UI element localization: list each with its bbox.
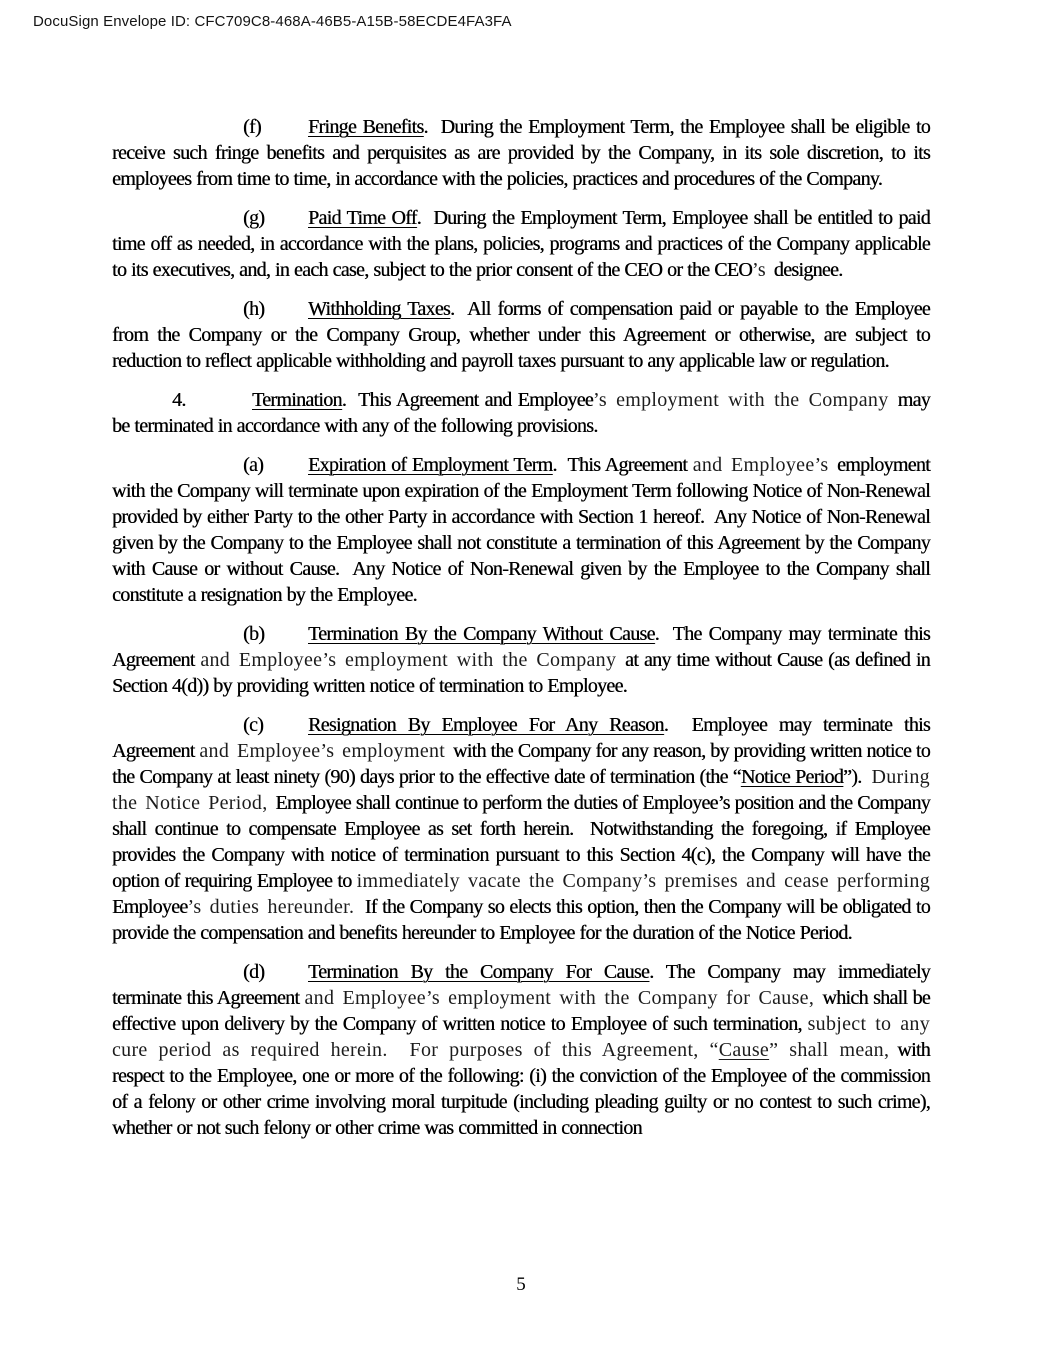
- text-run: may be terminated in accordance with any of the following provisions.: [112, 389, 930, 437]
- text-run: and Employee’s employment with the Company for Cause,: [304, 987, 823, 1009]
- text-run: ’s duties hereunder.: [187, 896, 355, 918]
- paragraph: [112, 452, 930, 608]
- paragraph: [112, 387, 930, 439]
- text-run: and Employee’s employment with the Company: [200, 649, 626, 671]
- text-run: If the Company so elects this option, then the Company will be obligated to provide the compensation and benefits hereunder to Employee for the duration of the Notice Period.: [112, 896, 930, 944]
- docusign-envelope-id: DocuSign Envelope ID: CFC709C8-468A-46B5-A15B-58ECDE4FA3FA: [33, 13, 512, 30]
- text-run: employment with the Company will terminate upon expiration of the Employment Term following Notice of Non-Renewal provided by either Party to the other Party in accordance with Section 1 hereof. Any Notice of Non-Renewal given by the Company to the Employee shall not constitute a termination of this Agreement by the Company with Cause or without Cause. Any Notice of Non-Renewal given by the Employee to the Company shall constitute a resignation by the Employee.: [112, 454, 930, 606]
- text-run: . During the Employment Term, the Employee shall be eligible to receive such fringe benefits and perquisites as are provided by the Company, in its sole discretion, to its employees from time to time, in accordance with the policies, practices and procedures of the Company.: [112, 116, 930, 190]
- first-line-indent: [112, 977, 243, 978]
- text-run: Employee: [112, 896, 188, 918]
- text-run: Paid Time Off: [308, 207, 417, 229]
- text-run: Cause: [718, 1039, 770, 1061]
- text-run: . All forms of compensation paid or payable to the Employee from the Company or the Company Group, whether under this Agreement or otherwise, are subject to reduction to reflect applicable withholding and payroll taxes pursuant to any applicable law or regulation.: [112, 298, 930, 372]
- text-run: which shall be effective upon delivery by the Company of written notice to Employee of such termination,: [112, 987, 930, 1035]
- first-line-indent: [112, 639, 243, 640]
- text-run: with respect to the Employee, one or more of the following: (i) the conviction of the Employee of the commission of a felony or other crime involving moral turpitude (including pleading guilty or no contest to such crime), whether or not such felony or other crime was committed in connection: [112, 1039, 930, 1139]
- paragraph-label: 4.: [172, 389, 186, 411]
- text-run: Withholding Taxes: [308, 298, 451, 320]
- text-run: . Employee may terminate this Agreement: [112, 714, 930, 762]
- text-run: with the Company for any reason, by providing written notice to the Company at least ninety (90) days prior to the effective date of termination (the “: [112, 740, 930, 788]
- paragraph: [112, 114, 930, 192]
- text-run: Termination By the Company Without Cause: [308, 623, 655, 645]
- paragraph-label: (b): [243, 623, 265, 645]
- text-run: Termination: [252, 389, 342, 411]
- paragraph-label: (g): [243, 207, 265, 229]
- first-line-indent: [112, 730, 243, 731]
- text-run: . This Agreement: [552, 454, 693, 476]
- paragraph-label: (a): [243, 454, 264, 476]
- first-line-indent: [112, 223, 243, 224]
- text-run: at any time without Cause (as defined in Section 4(d)) by providing written notice of termination to Employee.: [112, 649, 930, 697]
- paragraph: [112, 712, 930, 946]
- text-run: subject to any cure period as required herein. For purposes of this Agreement, “: [112, 1013, 930, 1061]
- text-run: During the Notice Period,: [112, 766, 930, 814]
- page-number: 5: [516, 1274, 526, 1295]
- text-run: . During the Employment Term, Employee shall be entitled to paid time off as needed, in accordance with the plans, policies, programs and practices of the Company applicable to its executives, and, in each case, subject to the prior consent of the CEO or the CEO: [112, 207, 930, 281]
- text-run: Fringe Benefits: [308, 116, 424, 138]
- paragraph-label: (f): [243, 116, 261, 138]
- text-run: Expiration of Employment Term: [308, 454, 553, 476]
- first-line-indent: [112, 405, 172, 406]
- text-run: Employee shall continue to perform the duties of Employee’s position and the Company shall continue to compensate Employee as set forth herein. Notwithstanding the foregoing, if Employee provides the Company with notice of termination pursuant to this Section 4(c), the Company will have the option of requiring Employee to: [112, 792, 930, 892]
- first-line-indent: [112, 470, 243, 471]
- text-run: ” shall mean,: [769, 1039, 890, 1061]
- paragraph: [112, 205, 930, 283]
- paragraph-label: (c): [243, 714, 264, 736]
- text-run: . The Company may immediately terminate this Agreement: [112, 961, 930, 1009]
- text-run: and Employee’s employment: [199, 740, 453, 762]
- text-run: immediately vacate the Company’s premises and cease performing: [356, 870, 931, 892]
- text-run: Resignation By Employee For Any Reason: [308, 714, 664, 736]
- first-line-indent: [112, 132, 243, 133]
- text-run: . The Company may terminate this Agreement: [112, 623, 930, 671]
- text-run: designee.: [773, 259, 843, 281]
- paragraph-label: (d): [243, 961, 265, 983]
- first-line-indent: [112, 314, 243, 315]
- text-run: ’s employment with the Company: [592, 389, 898, 411]
- document-body: [112, 114, 930, 1154]
- paragraph-label: (h): [243, 298, 265, 320]
- text-run: ’s: [752, 259, 774, 281]
- text-run: . This Agreement and Employee: [341, 389, 593, 411]
- paragraph: [112, 621, 930, 699]
- paragraph: [112, 296, 930, 374]
- text-run: Termination By the Company For Cause: [308, 961, 650, 983]
- text-run: ”).: [843, 766, 872, 788]
- paragraph: [112, 959, 930, 1141]
- text-run: and Employee’s: [692, 454, 837, 476]
- text-run: Notice Period: [740, 766, 844, 788]
